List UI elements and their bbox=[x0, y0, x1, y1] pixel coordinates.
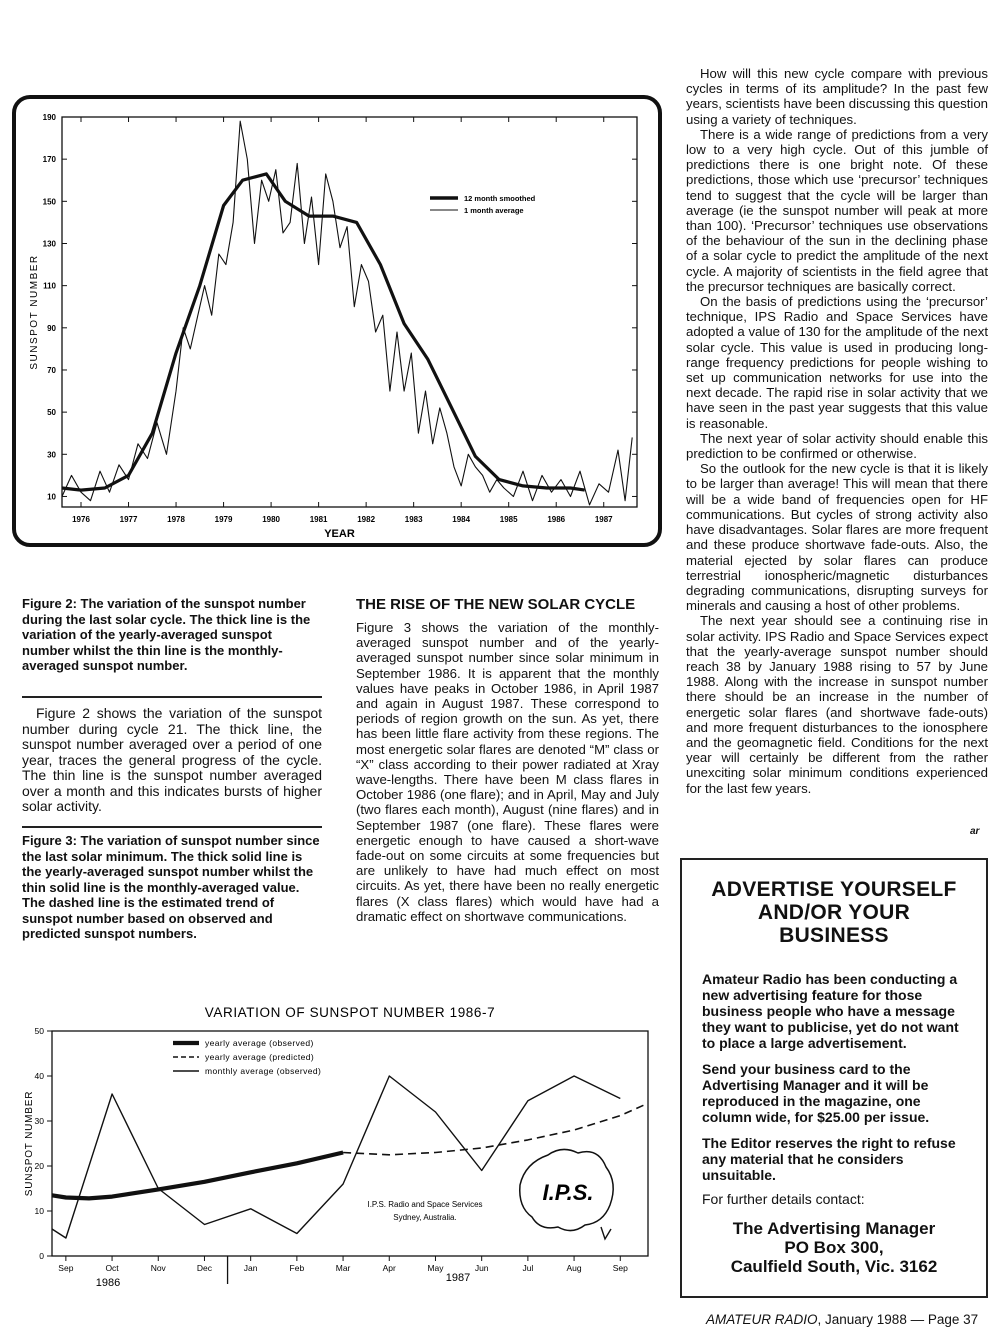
article-paragraph: The next year of solar activity should enable this prediction to be confirmed or otherwise. bbox=[686, 430, 988, 462]
article-paragraph: How will this new cycle compare with previous cycles in terms of its amplitude? In the past few years, scientists have been discussing this question using a variety of techniques. bbox=[686, 66, 989, 127]
x-tick-label: 1987 bbox=[594, 515, 613, 524]
x-tick-label: 1977 bbox=[119, 515, 138, 524]
y-tick-label: 50 bbox=[47, 408, 56, 418]
article-paragraph: On the basis of predictions using the ‘precursor’ technique, IPS Radio and Space Services have adopted a value of 130 for the amplitude of the next solar cycle. This value is used in producing long-range frequency predictions for people wishing to set up communication networks for use into the next decade. The rapid rise in solar activity that we have seen in the past year suggests that this value is reasonable. bbox=[686, 294, 988, 431]
series-12-month-smoothed bbox=[62, 174, 585, 490]
year-label: 1987 bbox=[445, 1272, 471, 1284]
x-tick-label: 1981 bbox=[309, 515, 328, 524]
ips-logo-tasmania bbox=[601, 1227, 611, 1239]
legend-label: yearly average (predicted) bbox=[205, 1052, 315, 1062]
series-yearly-observed bbox=[52, 1153, 343, 1199]
annotation-text: Sydney, Australia. bbox=[393, 1213, 457, 1222]
y-tick-label: 150 bbox=[42, 197, 56, 207]
figure-2-caption: Figure 2: The variation of the sunspot number during the last solar cycle. The thick line is the variation of the yearly-averaged sunspot number whilst the thin line is the monthly-averaged sunspot number. bbox=[22, 596, 311, 673]
article-paragraph: There is a wide range of predictions from a very low to a very high cycle. Out of this jumble of predictions there is one bright note. Of these predictions, those which use ‘precursor’ techniques tend to suggest that the cycle will be larger than average (ie the sunspot number will peak at more than 100). ‘Precursor’ techniques use observations of the behaviour of the sun in the declining phase of a solar cycle to predict the amplitude of the next cycle. A majority of scientists in the field agree that the precursor techniques are basically correct. bbox=[686, 126, 988, 294]
end-mark: ar bbox=[970, 826, 980, 837]
y-tick-label: 70 bbox=[47, 365, 56, 375]
x-tick-label: 1986 bbox=[547, 515, 566, 524]
ad-contact: The Advertising Manager PO Box 300, Caulfield South, Vic. 3162 bbox=[730, 1219, 938, 1276]
x-tick-label: 1985 bbox=[499, 515, 518, 524]
y-tick-label: 30 bbox=[34, 1116, 44, 1126]
article-middle-column: Figure 3 shows the variation of the monthly-averaged sunspot number and of the yearly-averaged sunspot number since solar minimum in September 1986. It is apparent that the monthly values have peaks in October 1986, in April 1987 and again in August 1987. These correspond to periods of region growth on the sun. As yet, there has been little flare activity from these regions. The most energetic solar flares are denoted “M” class or “X” class according to their power radiated at Xray wave-lengths. There have been M class flares in October 1986 (one flare); and in April, May and July (two flares each month), August (nine flares) and in September 1987 (one flare). These flares were energetic enough to have caused a short-wave fade-out on some circuits at some frequencies but are unlikely to have had much effect on most circuits. As yet, there have been no really energetic flares (X class flares) which would have had a dramatic effect on shortwave communications. bbox=[356, 620, 659, 924]
plot-area bbox=[62, 117, 637, 507]
x-tick-label: Sep bbox=[58, 1263, 74, 1273]
y-tick-label: 10 bbox=[34, 1206, 44, 1216]
y-tick-label: 110 bbox=[43, 281, 56, 291]
ad-headline: ADVERTISE YOURSELF AND/OR YOUR BUSINESS bbox=[711, 878, 957, 947]
x-tick-label: Sep bbox=[612, 1263, 628, 1273]
y-tick-label: 130 bbox=[42, 239, 56, 249]
series-yearly-predicted bbox=[343, 1105, 643, 1155]
y-tick-label: 20 bbox=[34, 1161, 44, 1171]
article-right-column bbox=[686, 66, 988, 796]
y-tick-label: 30 bbox=[47, 450, 56, 460]
chart-title: VARIATION OF SUNSPOT NUMBER 1986-7 bbox=[204, 1005, 496, 1020]
x-tick-label: 1980 bbox=[262, 515, 280, 524]
divider bbox=[22, 826, 322, 828]
ad-paragraph: Send your business card to the Advertising Manager and it will be reproduced in the magazine, one column wide, for $25.00 per issue. bbox=[702, 1061, 930, 1125]
figure-3-caption: Figure 3: The variation of sunspot number since the last solar minimum. The thick solid line is the yearly-averaged sunspot number whilst the thin solid line is the monthly-averaged value. The dashed line is the estimated trend of sunspot number based on observed and predicted sunspot numbers. bbox=[22, 833, 320, 941]
x-tick-label: 1984 bbox=[452, 515, 471, 524]
x-tick-label: Dec bbox=[196, 1263, 213, 1273]
x-tick-label: May bbox=[427, 1263, 444, 1273]
x-tick-label: Jul bbox=[522, 1263, 534, 1273]
y-tick-label: 40 bbox=[34, 1071, 44, 1081]
x-tick-label: 1983 bbox=[404, 515, 423, 524]
annotation-text: I.P.S. Radio and Space Services bbox=[367, 1200, 483, 1209]
x-tick-label: Oct bbox=[105, 1263, 119, 1273]
article-heading: THE RISE OF THE NEW SOLAR CYCLE bbox=[356, 596, 636, 613]
figure-2-chart bbox=[12, 95, 662, 547]
page-footer: AMATEUR RADIO, January 1988 — Page 37 bbox=[706, 1312, 979, 1327]
y-tick-label: 10 bbox=[47, 492, 56, 502]
y-tick-label: 0 bbox=[39, 1251, 44, 1261]
x-tick-label: Aug bbox=[566, 1263, 582, 1273]
year-label: 1986 bbox=[95, 1277, 121, 1289]
ad-paragraph: The Editor reserves the right to refuse any material that he considers unsuitable. bbox=[702, 1135, 956, 1183]
ad-paragraph: Amateur Radio has been conducting a new advertising feature for those business people who have a message they want to publicise, yet do not want to place a large advertisement. bbox=[702, 971, 959, 1051]
x-tick-label: Jun bbox=[474, 1263, 489, 1273]
legend-label: 12 month smoothed bbox=[464, 194, 536, 203]
y-axis-label: SUNSPOT NUMBER bbox=[24, 1090, 35, 1197]
figure-3-chart bbox=[0, 995, 665, 1310]
article-paragraph: So the outlook for the new cycle is that it is likely to be larger than average! This will mean that there will be a wide band of frequencies open for HF communications. But cycles of strong activity also have disadvantages. Solar flares are more frequent and these produce shortwave fade-outs. Also, the material ejected by solar flares can produce terrestrial ionospheric/magnetic disturbances degrading communications, disrupting surveys for minerals and causing a host of other problems. bbox=[686, 461, 988, 614]
advertisement-box bbox=[680, 858, 988, 1298]
y-axis-label: SUNSPOT NUMBER bbox=[29, 254, 40, 370]
x-tick-label: Mar bbox=[335, 1263, 351, 1273]
ad-contact-intro: For further details contact: bbox=[702, 1191, 865, 1207]
y-tick-label: 170 bbox=[42, 155, 56, 165]
divider bbox=[22, 696, 322, 698]
y-tick-label: 90 bbox=[47, 323, 56, 333]
article-paragraph: The next year should see a continuing rise in solar activity. IPS Radio and Space Services expect that the yearly-average sunspot number should reach 38 by January 1988 rising to 57 by June 1988. Along with the increase in sunspot number there should be an increase in the number of energetic solar flares (and shortwave fade-outs) and more frequent disturbances to the ionosphere and the geomagnetic field. Conditions for the next year will certainly be different from the rather unexciting solar minimum conditions experienced for the last few years. bbox=[686, 613, 988, 796]
x-tick-label: 1982 bbox=[357, 515, 376, 524]
legend-label: 1 month average bbox=[464, 206, 524, 215]
figure-2-description: Figure 2 shows the variation of the sunspot number during cycle 21. The thick line, the sunspot number averaged over a period of one year, traces the general progress of the cycle. The thin line is the sunspot number averaged over a month and this indicates bursts of higher solar activity. bbox=[22, 705, 322, 814]
y-tick-label: 190 bbox=[42, 113, 56, 122]
x-tick-label: 1979 bbox=[214, 515, 233, 524]
ips-logo-text: I.P.S. bbox=[542, 1180, 594, 1205]
x-tick-label: Feb bbox=[289, 1263, 305, 1273]
series-1-month-average bbox=[62, 121, 632, 505]
x-axis-label: YEAR bbox=[324, 528, 355, 540]
y-tick-label: 50 bbox=[34, 1026, 44, 1036]
x-tick-label: Apr bbox=[382, 1263, 396, 1273]
x-tick-label: 1978 bbox=[167, 515, 185, 524]
x-tick-label: Nov bbox=[150, 1263, 166, 1273]
legend-label: monthly average (observed) bbox=[205, 1066, 322, 1076]
legend-label: yearly average (observed) bbox=[205, 1038, 314, 1048]
x-tick-label: Jan bbox=[243, 1263, 258, 1273]
x-tick-label: 1976 bbox=[72, 515, 90, 524]
